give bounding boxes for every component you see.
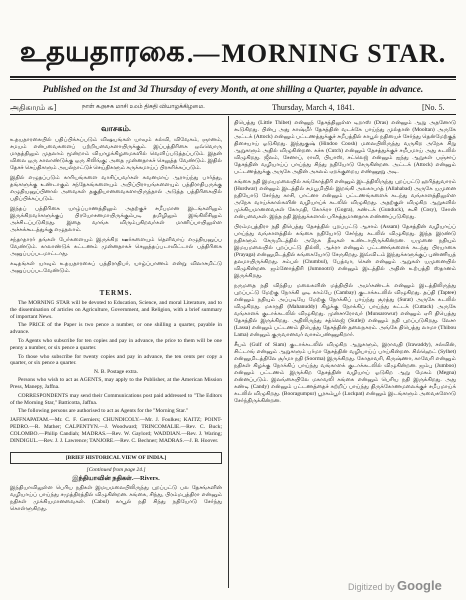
- rivers-heading: இந்தியாவின் நதிகள்.—Rivers.: [72, 475, 160, 483]
- masthead-dash: .—: [186, 39, 220, 68]
- terms-paragraph: The following persons are authorised to act as Agents for the "Morning Star.": [18, 408, 189, 415]
- masthead-rule-thin: [10, 79, 456, 80]
- tamil-paragraph: உதயதாரகையில் பதிப்பிக்கப்படும் விஷயங்கள் யாவும் கல்வி, விவேகம், ஞானம், சமயம் என்பவைகளைப் பற்றியவைகளாயிருக்கும். இப்பத்திரிகை ஒவ்வொரு மாதத்திலும் முதலாம் மூன்றாம் வியாழக்கிழமைகளில் வெளிப்படுத்தப்படும். இதன் விலை ஒரு காலாண்டுக்கு ஒரு சிலிங்கு; அதை முன்னதாகச் செலுத்த வேண்டும். இதில் தேசச் செய்திகளும் அயல்நாட்டுச் செய்திகளும் சுருக்கமாய்ப் பிரசுரிக்கப்படும்.: [10, 137, 222, 171]
- tamil-paragraph: கங்கை நதி இமயமலையில் கங்கோத்திரி என்னும் இடத்திலிருந்து புறப்பட்டு ஹரித்துவாரம் (Hurdwar) என்னும் இடத்தில் சமபூமியில் இறங்கி அலகாபாத் (Allahabad) அருகே யமுனை நதியோடு சேர்ந்து காசி, பாட்னா என்னும் பட்டணங்களைக் கடந்து வங்காளத்திலுள்ள அநேக வாய்க்கால்களின் வழியாய்க் கடலில் விழுகிறது. அதற்குள் விழுகிற ஆறுகளில் முக்கியமானவைகள் கோமதி, கோக்ரா (Gogra), கண்டக் (Gunduck), கூசி (Cosy), சோன் என்பவைகள். இந்த நதி இந்துக்களால் பரிசுத்தமானதாக எண்ணப்படுகிறது.: [234, 179, 456, 220]
- tamil-paragraph: இந்தப் பத்திரிகை யாழ்ப்பாணத்திலும் அதற்குச் சமீபமான இடங்களிலும் இருக்கிறவர்களுக்குப் பிரயோசனமாயிருக்கும்படி தமிழிலும் இங்கிலீசிலும் அச்சிடப்படுகிறது. இதை வாங்க விரும்புகிறவர்கள் மானிப்பாயிலுள்ள அச்சுக்கூடத்துக்கு எழுதலாம்.: [10, 206, 222, 233]
- column-divider: [228, 116, 229, 588]
- tamil-paragraph: திபெத்து (Little Thibet) என்னுந் தேசத்திலுள்ள டிறாஸ் (Dras) என்னும் ஆறு அதனோடு கூடுகிறது. பின்பு அது காஷ்மீர் தேசத்தின் வடக்கே பாய்ந்து முல்தான் (Mooltan) அருகே அட்டக் (Attock) என்னும் பட்டணத்துக்குச் சமீபத்தில் காபூல் நதியைச் சேர்ந்து தென்மேற்குத் திசையாய் ஓடுகிறது. இந்துகுஷ் (Hindoo Coosh) மலையிலிருந்து வருகிற அநேக சிறு ஆறுகளும் அதில் விழுகின்றன. கச்சு (Cutch) என்னும் தேசத்துக்குச் சமீபமாய் அது கடலில் விழுகிறது. ஜீலம், சேனாப், ராவி, பியாஸ், சட்லெஜ் என்னும் ஐந்து ஆறுகள் பஞ்சாப் தேசத்தின் வழியாய்ப் பாய்ந்து சிந்து நதியோடு சேருகின்றன. அட்டக் (Attock) என்னும் பட்டணத்துக்கு அருகே அதின் அகலம் ஏறக்குறைய எண்ணூறு அடி.: [234, 120, 456, 175]
- section-title: வாசகம்.: [101, 124, 131, 133]
- tamil-date: நாள் ௧௮௪௧ மாசி ௨௰ம் திகதி வியாழக்கிழமை.: [82, 104, 205, 110]
- terms-paragraph: To Agents who subscribe for ten copies and pay in advance, the price to them will be one penny a number, or six pence a quarter.: [10, 337, 222, 351]
- masthead: [10, 36, 456, 72]
- continued-note: [Continued from page 24.]: [86, 467, 146, 474]
- left-column: [10, 118, 222, 588]
- terms-heading: TERMS.: [99, 289, 133, 297]
- terms-paragraph: Persons who wish to act as AGENTS, may apply to the Publisher, at the American Mission Press, Manepy, Jaffna.: [10, 377, 222, 390]
- postage-note: N. B. Postage extra.: [94, 369, 138, 376]
- agents-list: JAFFNAPATAM.—Mr. C. F. Gerniers; CHUNDICOLY.—Mr. J. Foulkes; KAITZ; POINT-PEDRO.—R. Mather; CALPENTYN.—J. Woodward; TRINCOMALIE.—Rev. C. Buck; COLOMBO.—Philip Candiah; MADRAS.—Rev. W. Gaylord; WADDIAN.—Rev. J. Waring; DINDIGUL.—Rev. J. J. Lawrence; TANJORE.—Rev. C. Bechner; MADRAS.—J. B. Hoover.: [10, 417, 222, 444]
- google-logo: Google: [397, 578, 442, 593]
- english-date: Thursday, March 4, 1841.: [272, 103, 355, 112]
- masthead-rule: [10, 76, 456, 78]
- google-watermark: [348, 578, 442, 593]
- terms-paragraph: The MORNING STAR will be devoted to Education, Science, and moral Literature, and to the dissemination of articles on Agriculture, Government, and Religion, with a brief summary of important News.: [10, 300, 222, 320]
- volume-label: அதிகாரம் ௬]: [10, 103, 57, 112]
- masthead-english-title: MORNING STAR.: [221, 39, 447, 68]
- tamil-paragraph: இதில் எழுதப்படும் காரியங்களை வாசிப்பவர்கள் கவனமாய் ஆராய்ந்து பார்த்து, தங்களுக்கு உண்டாகும் சந்தேகங்களையும் அபிப்பிராயங்களையும் பத்திராதிபருக்கு எழுதியனுப்பினால் அவைகள் தகுதியானவைகளாயிருந்தால் அடுத்த பத்திரிகையில் பதிப்பிக்கப்படும்.: [10, 175, 222, 202]
- terms-paragraph: CORRESPONDENTS may send their Communications post paid addressed to "The Editors of the Morning Star," Batticotta, Jaffna.: [10, 392, 222, 406]
- tamil-paragraph: நருமதை நதி விந்திய மலைகளின் மத்தியில் அமர்கண்டக் என்னும் இடத்திலிருந்து புறப்பட்டு மேற்கு நோக்கி ஓடி காம்பே (Cambay) குடாக்கடலில் விழுகிறது. தப்தி (Taptee) என்னும் நதியும் அப்படியே மேற்கு நோக்கிப் பாய்ந்து சூரத்து (Surat) அருகே கடலில் விழுகிறது. மகாநதி (Mahanuddy) கிழக்கு நோக்கிப் பாய்ந்து கட்டக் (Cuttack) அருகே வங்காளக் குடாக்கடலில் விழுகிறது. முன்சாரோவர் (Munsarowur) என்னும் ஏரி திபெத்து தேசத்தில் இருக்கிறது. அதிலிருந்து சத்லெஜ் (Sutlej) என்னும் நதி புறப்படுகிறது. லேசா (Lassa) என்னும் பட்டணம் திபெத்து தேசத்தின் தலைநகரம். அங்கே திபெத்து லாமா (Thibou Lama) என்னும் குருவானவர் வாசம்பண்ணுகிறார்.: [234, 283, 456, 338]
- watermark-prefix: Digitized by: [348, 582, 395, 592]
- dateline-rule-bottom: [10, 114, 456, 115]
- tamil-paragraph: பிரம்மபுத்திரா நதி திபெத்து தேசத்தில் புறப்பட்டு ஆசாம் (Assam) தேசத்தின் வழியாய்ப் பாய்ந்து வங்காளத்தில் கங்கை நதியோடு சேர்ந்து கடலில் விழுகிறது. இந்த இரண்டு நதிகளும் சேருமிடத்தில் அநேக தீவுகள் உண்டாயிருக்கின்றன. யமுனை நதியும் இமயமலையில் புறப்பட்டு தில்லி, ஆக்ரா என்னும் பட்டணங்களைக் கடந்து பிரயாகை (Prayaga) என்னுமிடத்தில் கங்கையோடு சேருகிறது. இவ்விடம் இந்துக்களுக்குப் புண்ணியத் தலமாயிருக்கிறது. சம்பல் (Chumbul), பேத்வா, கென் என்னும் ஆறுகள் யமுனையில் விழுகின்றன. ஜம்னோத்திரி (Jumnootri) என்னும் இடத்தில் அதின் உற்பத்தி ஸ்தானம் இருக்கிறது.: [234, 224, 456, 279]
- terms-paragraph: To those who subscribe for twenty copies and pay in advance, the ten cents per copy a quarter, or six pence a quarter.: [10, 353, 222, 367]
- issue-number: [No. 5.: [422, 103, 445, 112]
- tamil-paragraph: சந்தாதாரர் தங்கள் பேர்களையும் இருக்கிற ஊர்களையும் தெளிவாய் எழுதியனுப்ப வேண்டும். காலாண்டுக் கட்டணம் முன்னதாகச் செலுத்தப்படாவிட்டால் பத்திரிகை அனுப்பப்படமாட்டாது.: [10, 237, 222, 257]
- tamil-paragraph: சீயம் (Gulf of Siam) குடாக்கடலில் விழுகிற ஆறுகளும், இராவதி (Irawaddy), சல்வின், சிட்டாங் என்னும் ஆறுகளும் பர்மா தேசத்தின் வழியாய்ப் பாய்கின்றன. சில்ஹெட் (Sylhet) என்னுமிடத்திலே சூர்மா நதி (Soorma) இருக்கிறது. கோதாவரி, கிருஷ்ணா, காவேரி என்னும் நதிகள் கிழக்கு நோக்கிப் பாய்ந்து வங்காளக் குடாக்கடலில் விழுகின்றன. ஜம்பு (Jumboo) என்னும் பட்டணம் இருக்கிற தேசத்தின் வழியாய் ஓடுகிற ஆறு மேகம் (Megna) என்னப்படும். இலங்கையிலே மகாவலி கங்கை என்னும் பெரிய நதி இருக்கிறது. அது கண்டி (Candy) என்னும் பட்டணத்தைச் சுற்றிப் பாய்ந்து திருக்கோணமலைக்குச் சமீபமாய்க் கடலில் விழுகிறது. (Booragumpur) பூரகம்பூர் (Luckpat) என்னும் இடங்களும் அவைகளோடு சேர்ந்திருக்கின்றன.: [234, 342, 456, 404]
- right-column: [234, 118, 456, 588]
- tamil-paragraph: இந்தியாவிலுள்ள பெரிய நதிகள் இமயமலையிலிருந்து புறப்பட்டு பல தேசங்களின் வழியாய்ப் பாய்ந்து சமுத்திரத்தில் விழுகின்றன. கங்கை, சிந்து, பிரம்மபுத்திரா என்னும் நதிகள் முக்கியமானவைகள். (Cabul) காபூல் நதி சிந்து நதியோடு சேர்ந்து கொள்ளுகிறது.: [10, 485, 222, 513]
- historical-view-heading: [BRIEF HISTORICAL VIEW OF INDIA.]: [10, 452, 222, 464]
- masthead-tamil-title: உதயதாரகை: [19, 36, 185, 68]
- terms-paragraph: The PRICE of the Paper is two pence a number, or one shilling a quarter, payable in advance.: [10, 322, 222, 336]
- tamil-paragraph: கடிதங்கள் யாவும் உதயதாரகைப் பத்திராதிபர், யாழ்ப்பாணம் என்று விலாசமிட்டு அனுப்பப்படவேண்டும்.: [10, 261, 222, 274]
- dateline-rule-top: [10, 99, 456, 100]
- publication-line: Published on the 1st and 3d Thursday of every Month, at one shilling a Quarter, payable in advance.: [42, 84, 424, 94]
